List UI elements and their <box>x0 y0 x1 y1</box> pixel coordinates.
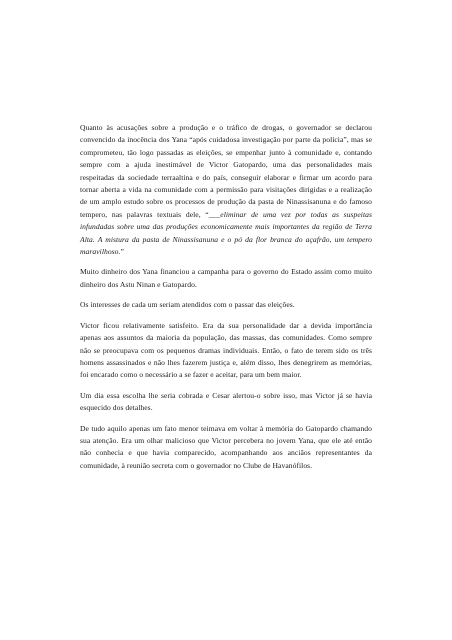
paragraph-interests: Os interesses de cada um seriam atendidos com o passar das eleições. <box>80 300 295 310</box>
paragraph-cesar-warning: Um dia essa escolha lhe seria cobrada e Cesar alertou-o sobre isso, mas Victor já se havia esquecido dos detalhes. <box>80 390 372 413</box>
quote-close: ” <box>120 247 124 257</box>
document-page <box>80 122 372 480</box>
governor-quote: ___eliminar de uma vez por todas as suspeitas infundadas sobre uma das produções economicamente mais importantes da região de Terra Alta. A mistura da pasta de Ninassisanuna e o pó da flor branca do açafrão, um tempero maravilhoso. <box>80 209 372 257</box>
paragraph-governor-statement <box>80 122 372 258</box>
paragraph-campaign-funding: Muito dinheiro dos Yana financiou a campanha para o governo do Estado assim como muito dinheiro dos Astu Ninan e Gatopardo. <box>80 267 372 289</box>
paragraph-yana-look: De tudo aquilo apenas um fato menor teimava em voltar à memória do Gatopardo chamando sua atenção. Era um olhar malicioso que Victor percebera no jovem Yana, que ele até então não conhecia e que havia comparecido, acompanhando aos anciãos representantes da comunidade, à reunião secreta com o governador no Clube de Havanófilos. <box>80 423 372 470</box>
paragraph-victor-satisfied: Victor ficou relativamente satisfeito. Era da sua personalidade dar a devida importância apenas aos assuntos da maioria da população, das massas, das comunidades. Como sempre não se preocupava com os pequenos dramas individuais. Então, o fato de terem sido os três homens assassinados e não lhes fazerem justiça e, além disso, lhes denegrirem as memórias, foi encarado como o necessário a se fazer e aceitar, para um bem maior. <box>80 320 372 380</box>
paragraph-text: Quanto às acusações sobre a produção e o tráfico de drogas, o governador se declarou convencido da inocência dos Yana “após cuidadosa investigação por parte da polícia”, mas se comprometeu, tão logo passadas as eleições, se empenhar junto à comunidade e, contando sempre com a ajuda inestimável de Victor Gatopardo, uma das personalidades mais respeitadas da sociedade terraaltina e do país, conseguir elaborar e firmar um acordo para tornar aberta a vida na comunidade com a permissão para visitações dirigidas e a realização de um amplo estudo sobre os processos de produção da pasta de Ninassisanuna e do famoso tempero, nas palavras textuais dele, “ <box>80 123 372 219</box>
